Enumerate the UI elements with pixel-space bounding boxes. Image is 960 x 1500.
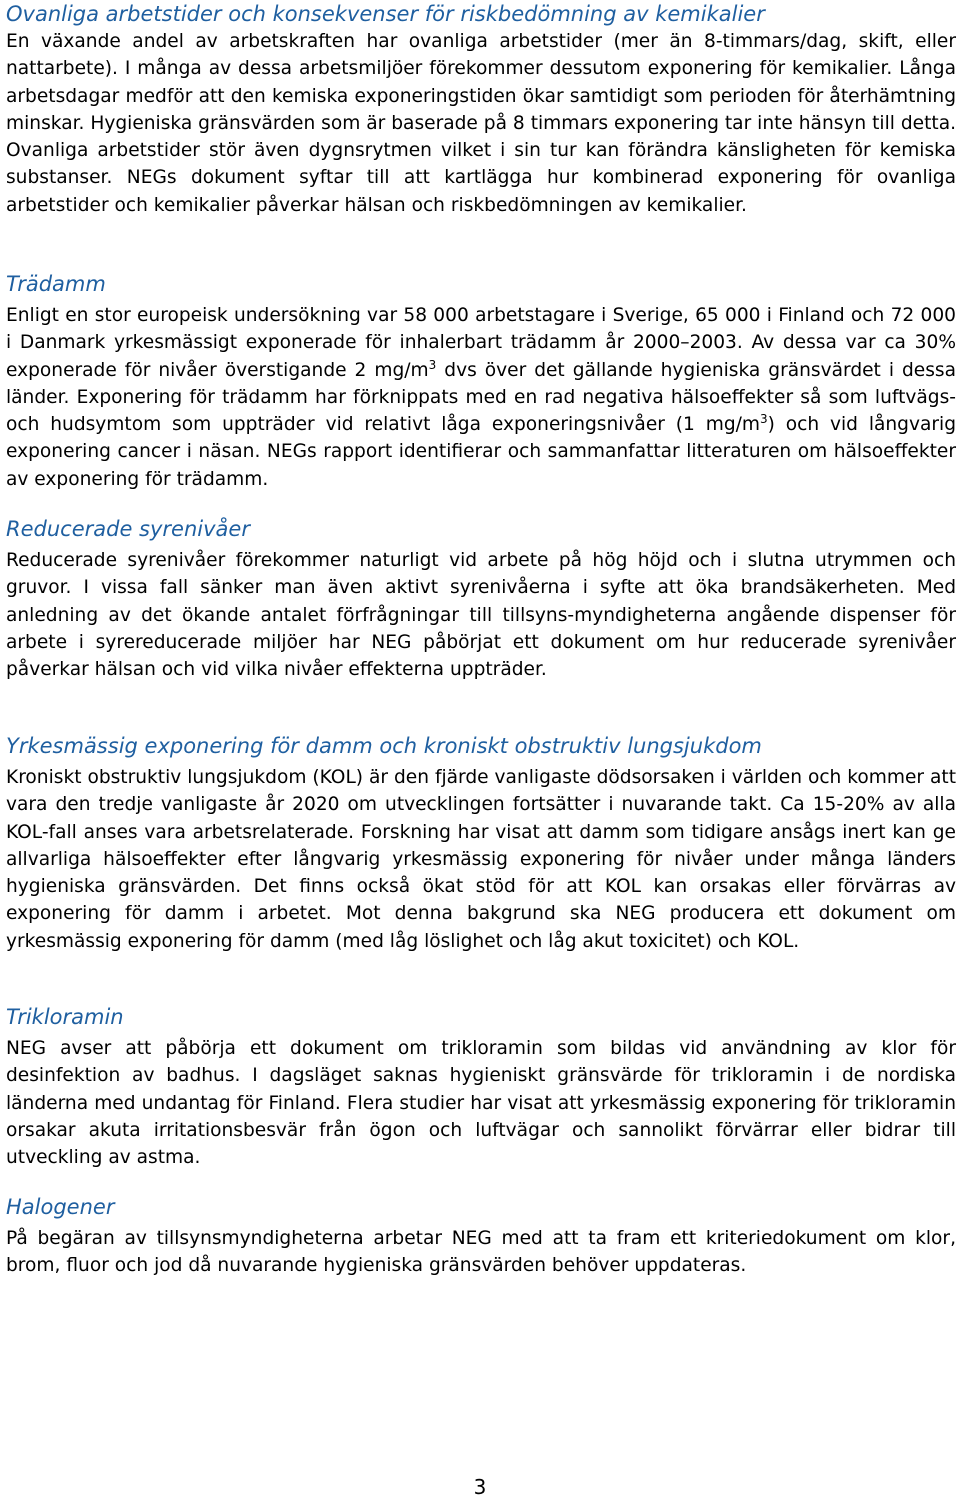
section-heading: Reducerade syrenivåer	[6, 517, 250, 541]
section-halogens	[6, 1194, 956, 1280]
section-dust-copd	[6, 733, 956, 955]
section-body	[6, 302, 956, 493]
body-text-part: dvs över det gällande hygieniska gränsvärdet i dessa länder. Exponering för trädamm har förknippats med en rad negativa hälsoeffekter så som luftvägs- och hudsymtom som uppträder vid relativt låga exponeringsnivåer (1 mg/m	[6, 359, 956, 436]
superscript: 3	[760, 412, 768, 427]
section-heading: Ovanliga arbetstider och konsekvenser för riskbedömning av kemikalier	[6, 2, 765, 26]
section-heading: Halogener	[6, 1195, 115, 1219]
section-body: Kroniskt obstruktiv lungsjukdom (KOL) är den fjärde vanligaste dödsorsaken i världen och kommer att vara den tredje vanligaste år 2020 om utvecklingen fortsätter i nuvarande takt. Ca 15-20% av alla KOL-fall anses vara arbetsrelaterade. Forskning har visat att damm som tidigare ansågs inert kan ge allvarliga hälsoeffekter efter långvarig yrkesmässig exponering för nivåer under många länders hygieniska gränsvärden. Det finns också ökat stöd för att KOL kan orsakas eller förvärras av exponering för damm i arbetet. Mot denna bakgrund ska NEG producera ett dokument om yrkesmässig exponering för damm (med låg löslighet och låg akut toxicitet) och KOL.	[6, 767, 956, 952]
section-heading: Yrkesmässig exponering för damm och kroniskt obstruktiv lungsjukdom	[6, 734, 762, 758]
superscript: 3	[428, 357, 437, 372]
section-heading: Trädamm	[6, 272, 106, 296]
section-trichloramine	[6, 1004, 956, 1171]
page-number: 3	[473, 1475, 487, 1499]
section-body: Reducerade syrenivåer förekommer naturligt vid arbete på hög höjd och i slutna utrymmen och gruvor. I vissa fall sänker man även aktivt syrenivåerna i syfte att öka brandsäkerheten. Med anledning av det ökande antalet förfrågningar till tillsyns-myndigheterna angående dispenser för arbete i syrereducerade miljöer har NEG påbörjat ett dokument om hur reducerade syrenivåer påverkar hälsan och vid vilka nivåer effekterna uppträder.	[6, 550, 956, 681]
section-body: NEG avser att påbörja ett dokument om trikloramin som bildas vid användning av klor för desinfektion av badhus. I dagsläget saknas hygieniskt gränsvärde för trikloramin i de nordiska länderna med undantag för Finland. Flera studier har visat att yrkesmässig exponering för trikloramin orsakar akuta irritationsbesvär från ögon och luftvägar och sannolikt förvärrar eller bidrar till utveckling av astma.	[6, 1038, 956, 1169]
section-unusual-working-hours	[6, 1, 956, 219]
section-reduced-oxygen	[6, 516, 956, 683]
body-text-part: ) och vid långvarig exponering cancer i näsan. NEGs rapport identifierar och sammanfattar litteraturen om hälsoeffekter av exponering för trädamm.	[6, 414, 956, 490]
section-wood-dust	[6, 271, 956, 493]
section-body: En växande andel av arbetskraften har ovanliga arbetstider (mer än 8-timmars/dag, skift, eller nattarbete). I många av dessa arbetsmiljöer förekommer dessutom exponering för kemikalier. Långa arbetsdagar medför att den kemiska exponeringstiden ökar samtidigt som perioden för återhämtning minskar. Hygieniska gränsvärden som är baserade på 8 timmars exponering tar inte hänsyn till detta. Ovanliga arbetstider stör även dygnsrytmen vilket i sin tur kan förändra känsligheten för kemiska substanser. NEGs dokument syftar till att kartlägga hur kombinerad exponering för ovanliga arbetstider och kemikalier påverkar hälsan och riskbedömningen av kemikalier.	[6, 31, 956, 216]
section-body: På begäran av tillsynsmyndigheterna arbetar NEG med att ta fram ett kriteriedokument om klor, brom, fluor och jod då nuvarande hygieniska gränsvärden behöver uppdateras.	[6, 1228, 956, 1277]
section-heading: Trikloramin	[6, 1005, 124, 1029]
body-text-part: Enligt en stor europeisk undersökning var 58 000 arbetstagare i Sverige, 65 000 i Finland och 72 000 i Danmark yrkesmässigt exponerade för inhalerbart trädamm år 2000–2003. Av dessa var ca 30% exponerade för nivåer överstigande 2 mg/m	[6, 305, 956, 381]
